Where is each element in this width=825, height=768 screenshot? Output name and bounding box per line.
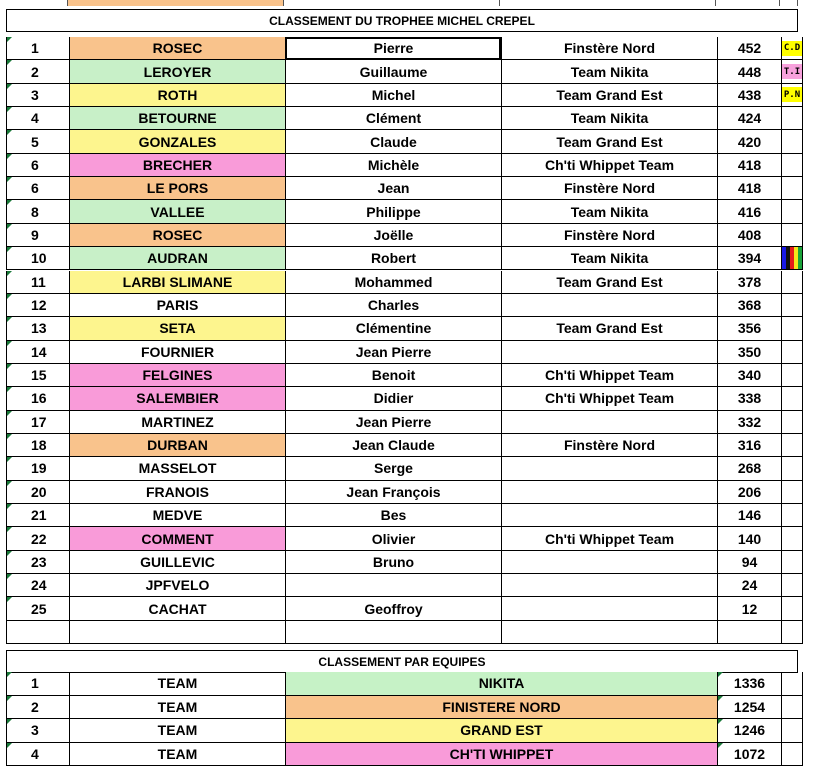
- table-row: [6, 107, 797, 130]
- cell-comment-marker: [7, 200, 12, 205]
- rank-cell[interactable]: 3: [6, 84, 69, 107]
- table-row: [6, 504, 797, 527]
- rank-cell[interactable]: 23: [6, 551, 69, 574]
- team-cell[interactable]: Ch'ti Whippet Team: [501, 364, 717, 387]
- lastname-cell[interactable]: MEDVE: [69, 504, 285, 527]
- badge-cell[interactable]: [781, 597, 803, 620]
- cell-comment-marker: [7, 247, 12, 252]
- table-row: [6, 154, 797, 177]
- table-row: [6, 60, 801, 83]
- team-rank-cell[interactable]: 2: [6, 696, 69, 720]
- top-cell[interactable]: [68, 0, 284, 6]
- cell-comment-marker: [718, 743, 723, 748]
- table-row: [6, 247, 797, 270]
- cell-comment-marker: [7, 177, 12, 182]
- team-points-cell[interactable]: 1254: [717, 696, 781, 720]
- team-label-cell[interactable]: TEAM: [69, 696, 285, 720]
- team-cell[interactable]: [501, 481, 717, 504]
- team-cell[interactable]: Finstère Nord: [501, 37, 717, 60]
- table-row: [6, 481, 797, 504]
- cell-comment-marker: [7, 317, 12, 322]
- rainbow-stripes-icon: [782, 247, 802, 269]
- badge-cell[interactable]: [781, 224, 803, 247]
- points-cell[interactable]: 438: [717, 84, 781, 107]
- points-cell[interactable]: 452: [717, 37, 781, 60]
- rank-cell[interactable]: 25: [6, 597, 69, 620]
- team-cell[interactable]: Team Nikita: [501, 200, 717, 223]
- firstname-cell[interactable]: Geoffroy: [285, 597, 501, 620]
- lastname-cell[interactable]: LE PORS: [69, 177, 285, 200]
- rank-cell[interactable]: 19: [6, 457, 69, 480]
- team-cell[interactable]: [501, 411, 717, 434]
- rank-cell[interactable]: 13: [6, 317, 69, 340]
- cell-comment-marker: [7, 60, 12, 65]
- badge-cell[interactable]: [781, 341, 803, 364]
- table-row: [6, 364, 797, 387]
- badge-cell[interactable]: [781, 457, 803, 480]
- cell-comment-marker: [7, 387, 12, 392]
- team-cell[interactable]: Finstère Nord: [501, 224, 717, 247]
- rank-cell[interactable]: 1: [6, 37, 69, 60]
- table-row: [6, 621, 797, 644]
- rank-cell[interactable]: 21: [6, 504, 69, 527]
- table-row: [6, 317, 797, 340]
- points-cell[interactable]: 378: [717, 271, 781, 294]
- lastname-cell[interactable]: SALEMBIER: [69, 387, 285, 410]
- rank-cell[interactable]: 8: [6, 200, 69, 223]
- firstname-cell[interactable]: Didier: [285, 387, 501, 410]
- lastname-cell[interactable]: MARTINEZ: [69, 411, 285, 434]
- team-cell[interactable]: [501, 341, 717, 364]
- cell-comment-marker: [7, 719, 12, 724]
- lastname-cell[interactable]: PARIS: [69, 294, 285, 317]
- team-name-cell[interactable]: FINISTERE NORD: [285, 696, 717, 720]
- rank-cell[interactable]: 20: [6, 481, 69, 504]
- badge-cell[interactable]: [781, 154, 803, 177]
- badge-cell[interactable]: [781, 317, 803, 340]
- firstname-cell[interactable]: Olivier: [285, 527, 501, 550]
- team-points-cell[interactable]: 1246: [717, 719, 781, 743]
- team-cell[interactable]: [501, 621, 717, 644]
- team-cell[interactable]: Ch'ti Whippet Team: [501, 527, 717, 550]
- table-row: [6, 387, 797, 410]
- cell-comment-marker: [7, 434, 12, 439]
- firstname-cell[interactable]: Bruno: [285, 551, 501, 574]
- cell-comment-marker: [7, 504, 12, 509]
- firstname-cell[interactable]: Benoit: [285, 364, 501, 387]
- table-row: [6, 130, 797, 153]
- team-cell[interactable]: Team Grand Est: [501, 317, 717, 340]
- cell-comment-marker: [7, 84, 12, 89]
- team-extra-cell[interactable]: [781, 672, 803, 696]
- lastname-cell[interactable]: FELGINES: [69, 364, 285, 387]
- rank-cell[interactable]: 17: [6, 411, 69, 434]
- lastname-cell[interactable]: ROSEC: [69, 224, 285, 247]
- rank-cell[interactable]: 12: [6, 294, 69, 317]
- points-cell[interactable]: 408: [717, 224, 781, 247]
- badge-cell[interactable]: [781, 130, 803, 153]
- points-cell[interactable]: 206: [717, 481, 781, 504]
- cell-comment-marker: [7, 154, 12, 159]
- table-row: [6, 574, 797, 597]
- team-cell[interactable]: [501, 574, 717, 597]
- rank-cell[interactable]: 14: [6, 341, 69, 364]
- rank-cell[interactable]: 6: [6, 177, 69, 200]
- firstname-cell[interactable]: Guillaume: [285, 60, 501, 83]
- points-cell[interactable]: 340: [717, 364, 781, 387]
- firstname-cell[interactable]: Philippe: [285, 200, 501, 223]
- firstname-cell[interactable]: Jean Claude: [285, 434, 501, 457]
- firstname-cell[interactable]: Jean: [285, 177, 501, 200]
- cell-comment-marker: [7, 672, 12, 677]
- firstname-cell[interactable]: Serge: [285, 457, 501, 480]
- team-rank-cell[interactable]: 3: [6, 719, 69, 743]
- cell-comment-marker: [7, 341, 12, 346]
- table-row: [6, 527, 797, 550]
- badge-cell[interactable]: [781, 504, 803, 527]
- team-points-cell[interactable]: 1336: [717, 672, 781, 696]
- team-extra-cell[interactable]: [781, 743, 803, 767]
- table-row: [6, 411, 797, 434]
- firstname-cell[interactable]: Mohammed: [285, 271, 501, 294]
- firstname-cell[interactable]: [285, 621, 501, 644]
- cell-comment-marker: [7, 271, 12, 276]
- team-cell[interactable]: [501, 597, 717, 620]
- firstname-cell[interactable]: Clémentine: [285, 317, 501, 340]
- badge-cell[interactable]: [781, 107, 803, 130]
- points-cell[interactable]: 424: [717, 107, 781, 130]
- lastname-cell[interactable]: AUDRAN: [69, 247, 285, 270]
- table-row: [6, 341, 797, 364]
- badge-cell[interactable]: [781, 177, 803, 200]
- team-row: [6, 743, 797, 767]
- team-name-cell[interactable]: NIKITA: [285, 672, 717, 696]
- team-cell[interactable]: [501, 551, 717, 574]
- badge-cell[interactable]: [781, 551, 803, 574]
- points-cell[interactable]: 316: [717, 434, 781, 457]
- lastname-cell[interactable]: FOURNIER: [69, 341, 285, 364]
- cell-comment-marker: [718, 672, 723, 677]
- sheet-margin: [804, 0, 825, 768]
- cell-comment-marker: [7, 294, 12, 299]
- points-cell[interactable]: 448: [717, 60, 781, 83]
- firstname-cell[interactable]: Pierre: [285, 37, 501, 60]
- lastname-cell[interactable]: JPFVELO: [69, 574, 285, 597]
- points-cell[interactable]: 24: [717, 574, 781, 597]
- cell-comment-marker: [718, 719, 723, 724]
- lastname-cell[interactable]: LEROYER: [69, 60, 285, 83]
- cell-comment-marker: [7, 37, 12, 42]
- lastname-cell[interactable]: BETOURNE: [69, 107, 285, 130]
- points-cell[interactable]: 146: [717, 504, 781, 527]
- points-cell[interactable]: 418: [717, 177, 781, 200]
- top-cell[interactable]: [780, 0, 798, 6]
- rank-cell[interactable]: 22: [6, 527, 69, 550]
- team-extra-cell[interactable]: [781, 696, 803, 720]
- lastname-cell[interactable]: GUILLEVIC: [69, 551, 285, 574]
- points-cell[interactable]: 416: [717, 200, 781, 223]
- lastname-cell[interactable]: GONZALES: [69, 130, 285, 153]
- team-row: [6, 696, 797, 720]
- team-row: [6, 672, 797, 696]
- badge-cell[interactable]: [781, 621, 803, 644]
- lastname-cell[interactable]: CACHAT: [69, 597, 285, 620]
- firstname-cell[interactable]: Joëlle: [285, 224, 501, 247]
- rank-cell[interactable]: 9: [6, 224, 69, 247]
- firstname-cell[interactable]: Bes: [285, 504, 501, 527]
- firstname-cell[interactable]: Michèle: [285, 154, 501, 177]
- lastname-cell[interactable]: LARBI SLIMANE: [69, 271, 285, 294]
- team-cell[interactable]: Ch'ti Whippet Team: [501, 387, 717, 410]
- table-row: [6, 177, 797, 200]
- badge-cell[interactable]: [781, 37, 803, 60]
- lastname-cell[interactable]: [69, 621, 285, 644]
- cell-comment-marker: [7, 130, 12, 135]
- team-cell[interactable]: Team Grand Est: [501, 84, 717, 107]
- team-rank-cell[interactable]: 4: [6, 743, 69, 767]
- team-rank-cell[interactable]: 1: [6, 672, 69, 696]
- points-cell[interactable]: 350: [717, 341, 781, 364]
- rank-cell[interactable]: 18: [6, 434, 69, 457]
- team-cell[interactable]: Team Grand Est: [501, 130, 717, 153]
- lastname-cell[interactable]: COMMENT: [69, 527, 285, 550]
- badge-cell[interactable]: [781, 294, 803, 317]
- cell-comment-marker: [7, 481, 12, 486]
- status-badge: C.D: [782, 41, 802, 56]
- badge-cell[interactable]: [781, 271, 803, 294]
- team-cell[interactable]: Team Nikita: [501, 107, 717, 130]
- firstname-cell[interactable]: Charles: [285, 294, 501, 317]
- badge-cell[interactable]: [781, 60, 803, 83]
- top-cell-strip: [0, 0, 825, 6]
- team-cell[interactable]: Team Nikita: [501, 247, 717, 270]
- team-name-cell[interactable]: CH'TI WHIPPET: [285, 743, 717, 767]
- cell-comment-marker: [7, 107, 12, 112]
- table-row: [6, 294, 797, 317]
- lastname-cell[interactable]: ROTH: [69, 84, 285, 107]
- points-cell[interactable]: 268: [717, 457, 781, 480]
- teams-title: CLASSEMENT PAR EQUIPES: [6, 650, 798, 673]
- team-extra-cell[interactable]: [781, 719, 803, 743]
- badge-cell[interactable]: [781, 527, 803, 550]
- team-label-cell[interactable]: TEAM: [69, 743, 285, 767]
- cell-comment-marker: [7, 457, 12, 462]
- team-cell[interactable]: Ch'ti Whippet Team: [501, 154, 717, 177]
- table-row: [6, 434, 797, 457]
- cell-comment-marker: [7, 411, 12, 416]
- firstname-cell[interactable]: [285, 574, 501, 597]
- table-row: [6, 597, 797, 620]
- lastname-cell[interactable]: DURBAN: [69, 434, 285, 457]
- lastname-cell[interactable]: ROSEC: [69, 37, 285, 60]
- team-cell[interactable]: [501, 504, 717, 527]
- table-row: [6, 84, 801, 107]
- cell-comment-marker: [7, 743, 12, 748]
- team-cell[interactable]: Finstère Nord: [501, 177, 717, 200]
- rank-cell[interactable]: 6: [6, 154, 69, 177]
- rank-cell[interactable]: 15: [6, 364, 69, 387]
- table-row: [6, 224, 797, 247]
- points-cell[interactable]: 418: [717, 154, 781, 177]
- badge-cell[interactable]: [781, 247, 803, 270]
- table-row: [6, 551, 797, 574]
- points-cell[interactable]: 94: [717, 551, 781, 574]
- rank-cell[interactable]: [6, 621, 69, 644]
- cell-comment-marker: [7, 696, 12, 701]
- top-cell[interactable]: [284, 0, 500, 6]
- cell-comment-marker: [7, 551, 12, 556]
- points-cell[interactable]: 338: [717, 387, 781, 410]
- badge-cell[interactable]: [781, 84, 803, 107]
- status-badge: T.I: [782, 64, 802, 79]
- cell-comment-marker: [7, 574, 12, 579]
- badge-cell[interactable]: [781, 481, 803, 504]
- badge-cell[interactable]: [781, 434, 803, 457]
- top-cell[interactable]: [716, 0, 780, 6]
- table-row: [6, 457, 797, 480]
- cell-comment-marker: [7, 527, 12, 532]
- points-cell[interactable]: 356: [717, 317, 781, 340]
- rank-cell[interactable]: 2: [6, 60, 69, 83]
- lastname-cell[interactable]: SETA: [69, 317, 285, 340]
- lastname-cell[interactable]: MASSELOT: [69, 457, 285, 480]
- cell-comment-marker: [7, 364, 12, 369]
- cell-comment-marker: [718, 696, 723, 701]
- points-cell[interactable]: 368: [717, 294, 781, 317]
- points-cell[interactable]: [717, 621, 781, 644]
- team-cell[interactable]: [501, 294, 717, 317]
- rank-cell[interactable]: 24: [6, 574, 69, 597]
- points-cell[interactable]: 420: [717, 130, 781, 153]
- firstname-cell[interactable]: Jean Pierre: [285, 411, 501, 434]
- table-row: [6, 37, 801, 60]
- rank-cell[interactable]: 4: [6, 107, 69, 130]
- table-row: [6, 200, 797, 223]
- badge-cell[interactable]: [781, 411, 803, 434]
- lastname-cell[interactable]: FRANOIS: [69, 481, 285, 504]
- team-name-cell[interactable]: GRAND EST: [285, 719, 717, 743]
- points-cell[interactable]: 394: [717, 247, 781, 270]
- rank-cell[interactable]: 11: [6, 271, 69, 294]
- status-badge: P.N: [782, 87, 802, 102]
- top-cell[interactable]: [0, 0, 68, 6]
- team-cell[interactable]: [501, 457, 717, 480]
- lastname-cell[interactable]: BRECHER: [69, 154, 285, 177]
- top-cell[interactable]: [500, 0, 716, 6]
- firstname-cell[interactable]: Jean Pierre: [285, 341, 501, 364]
- points-cell[interactable]: 332: [717, 411, 781, 434]
- team-label-cell[interactable]: TEAM: [69, 719, 285, 743]
- badge-cell[interactable]: [781, 387, 803, 410]
- lastname-cell[interactable]: VALLEE: [69, 200, 285, 223]
- ranking-title: CLASSEMENT DU TROPHEE MICHEL CREPEL: [6, 9, 798, 32]
- team-cell[interactable]: Finstère Nord: [501, 434, 717, 457]
- firstname-cell[interactable]: Claude: [285, 130, 501, 153]
- team-row: [6, 719, 797, 743]
- firstname-cell[interactable]: Michel: [285, 84, 501, 107]
- badge-cell[interactable]: [781, 574, 803, 597]
- rank-cell[interactable]: 10: [6, 247, 69, 270]
- team-cell[interactable]: Team Grand Est: [501, 271, 717, 294]
- badge-cell[interactable]: [781, 364, 803, 387]
- team-cell[interactable]: Team Nikita: [501, 60, 717, 83]
- points-cell[interactable]: 12: [717, 597, 781, 620]
- team-label-cell[interactable]: TEAM: [69, 672, 285, 696]
- table-row: [6, 271, 797, 294]
- cell-comment-marker: [7, 597, 12, 602]
- badge-cell[interactable]: [781, 200, 803, 223]
- cell-comment-marker: [7, 224, 12, 229]
- rank-cell[interactable]: 5: [6, 130, 69, 153]
- firstname-cell[interactable]: Jean François: [285, 481, 501, 504]
- firstname-cell[interactable]: Robert: [285, 247, 501, 270]
- firstname-cell[interactable]: Clément: [285, 107, 501, 130]
- rank-cell[interactable]: 16: [6, 387, 69, 410]
- points-cell[interactable]: 140: [717, 527, 781, 550]
- team-points-cell[interactable]: 1072: [717, 743, 781, 767]
